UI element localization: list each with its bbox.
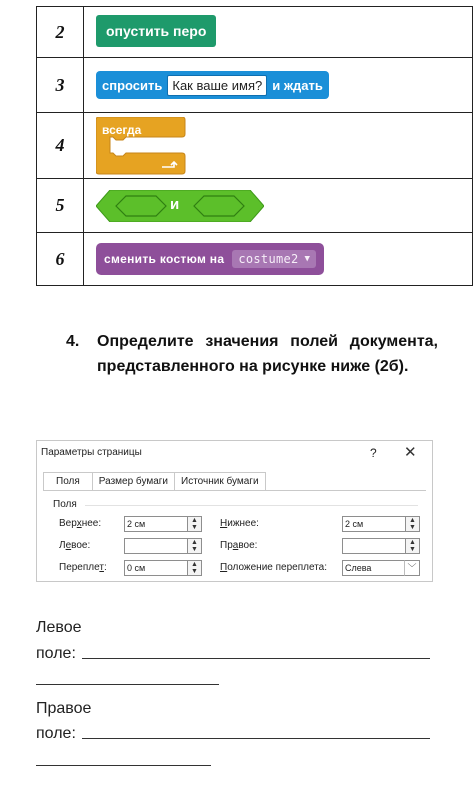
gutter-input[interactable]: 0 см <box>124 560 189 576</box>
dropdown-arrow-icon: ▼ <box>304 254 311 264</box>
ask-and-wait-block <box>96 71 329 99</box>
gutter-position-label: Положение переплета: <box>220 562 328 573</box>
table-row <box>37 7 473 58</box>
bottom-margin-spinner[interactable] <box>405 516 420 532</box>
block-label: всегда <box>102 122 142 137</box>
answer-line[interactable] <box>82 738 430 739</box>
table-row <box>37 233 473 286</box>
table-row <box>37 179 473 233</box>
spin-down-icon: ▼ <box>191 546 198 553</box>
block-cell <box>84 58 473 113</box>
gutter-label: Переплет: <box>59 562 107 573</box>
bottom-margin-input[interactable]: 2 см <box>342 516 407 532</box>
block-cell <box>84 233 473 286</box>
blocks-table <box>36 6 473 286</box>
top-margin-input[interactable]: 2 см <box>124 516 189 532</box>
dialog-tabs <box>43 472 265 490</box>
dialog-title: Параметры страницы <box>41 447 142 458</box>
block-cell <box>84 179 473 233</box>
block-suffix: и ждать <box>272 77 323 93</box>
left-label: Левое: <box>59 540 91 551</box>
left-margin-spinner[interactable] <box>187 538 202 554</box>
block-cell <box>84 113 473 179</box>
block-label: и <box>170 195 180 213</box>
top-label: Верхнее: <box>59 518 102 529</box>
right-margin-input[interactable] <box>342 538 407 554</box>
right-margin-answer-label: поле: <box>36 725 76 742</box>
block-label: спросить <box>102 77 163 93</box>
answer-line[interactable] <box>82 658 430 659</box>
task-text: Определите значения полей документа, представленного на рисунке ниже (2б). <box>97 333 438 375</box>
hexagon-slot-icon <box>194 196 244 216</box>
close-icon[interactable]: ✕ <box>404 444 417 461</box>
block-label: опустить перо <box>106 23 207 39</box>
spin-up-icon: ▲ <box>409 517 416 524</box>
page-setup-dialog <box>36 440 433 582</box>
task-number: 4. <box>66 333 80 350</box>
answer-line[interactable] <box>36 684 219 685</box>
and-operator-block <box>96 190 264 222</box>
block-cell <box>84 7 473 58</box>
costume-value: costume2 <box>238 252 299 266</box>
row-number: 6 <box>37 233 84 286</box>
right-margin-answer-word: Правое <box>36 700 92 717</box>
table-row <box>37 58 473 113</box>
spin-up-icon: ▲ <box>191 539 198 546</box>
ask-input: Как ваше имя? <box>167 75 267 96</box>
spin-up-icon: ▲ <box>409 539 416 546</box>
block-label: сменить костюм на <box>104 252 225 266</box>
row-number: 4 <box>37 113 84 179</box>
spin-up-icon: ▲ <box>191 517 198 524</box>
table-row <box>37 113 473 179</box>
left-margin-input[interactable] <box>124 538 189 554</box>
group-divider <box>85 505 418 506</box>
pen-down-block <box>96 15 216 47</box>
task-4 <box>66 329 438 379</box>
forever-block <box>96 117 186 175</box>
tab-paper-size[interactable]: Размер бумаги <box>92 472 175 491</box>
tab-margins[interactable]: Поля <box>43 472 93 491</box>
margins-group-title: Поля <box>53 499 77 510</box>
spin-down-icon: ▼ <box>409 546 416 553</box>
chevron-down-icon[interactable]: ﹀ <box>404 560 420 576</box>
answer-line[interactable] <box>36 765 211 766</box>
left-margin-answer-label: поле: <box>36 645 76 662</box>
and-block-shape <box>96 190 264 222</box>
spin-down-icon: ▼ <box>191 524 198 531</box>
gutter-spinner[interactable] <box>187 560 202 576</box>
gutter-position-select[interactable]: Слева <box>342 560 407 576</box>
right-margin-spinner[interactable] <box>405 538 420 554</box>
row-number: 3 <box>37 58 84 113</box>
spin-up-icon: ▲ <box>191 561 198 568</box>
row-number: 2 <box>37 7 84 58</box>
tab-divider <box>43 490 426 491</box>
left-margin-answer-word: Левое <box>36 619 82 636</box>
switch-costume-block <box>96 243 324 275</box>
top-margin-spinner[interactable] <box>187 516 202 532</box>
spin-down-icon: ▼ <box>409 524 416 531</box>
row-number: 5 <box>37 179 84 233</box>
hexagon-slot-icon <box>116 196 166 216</box>
tab-paper-source[interactable]: Источник бумаги <box>174 472 266 491</box>
bottom-label: Нижнее: <box>220 518 259 529</box>
costume-dropdown <box>232 250 316 268</box>
help-button[interactable]: ? <box>370 446 377 460</box>
right-label: Правое: <box>220 540 258 551</box>
spin-down-icon: ▼ <box>191 568 198 575</box>
